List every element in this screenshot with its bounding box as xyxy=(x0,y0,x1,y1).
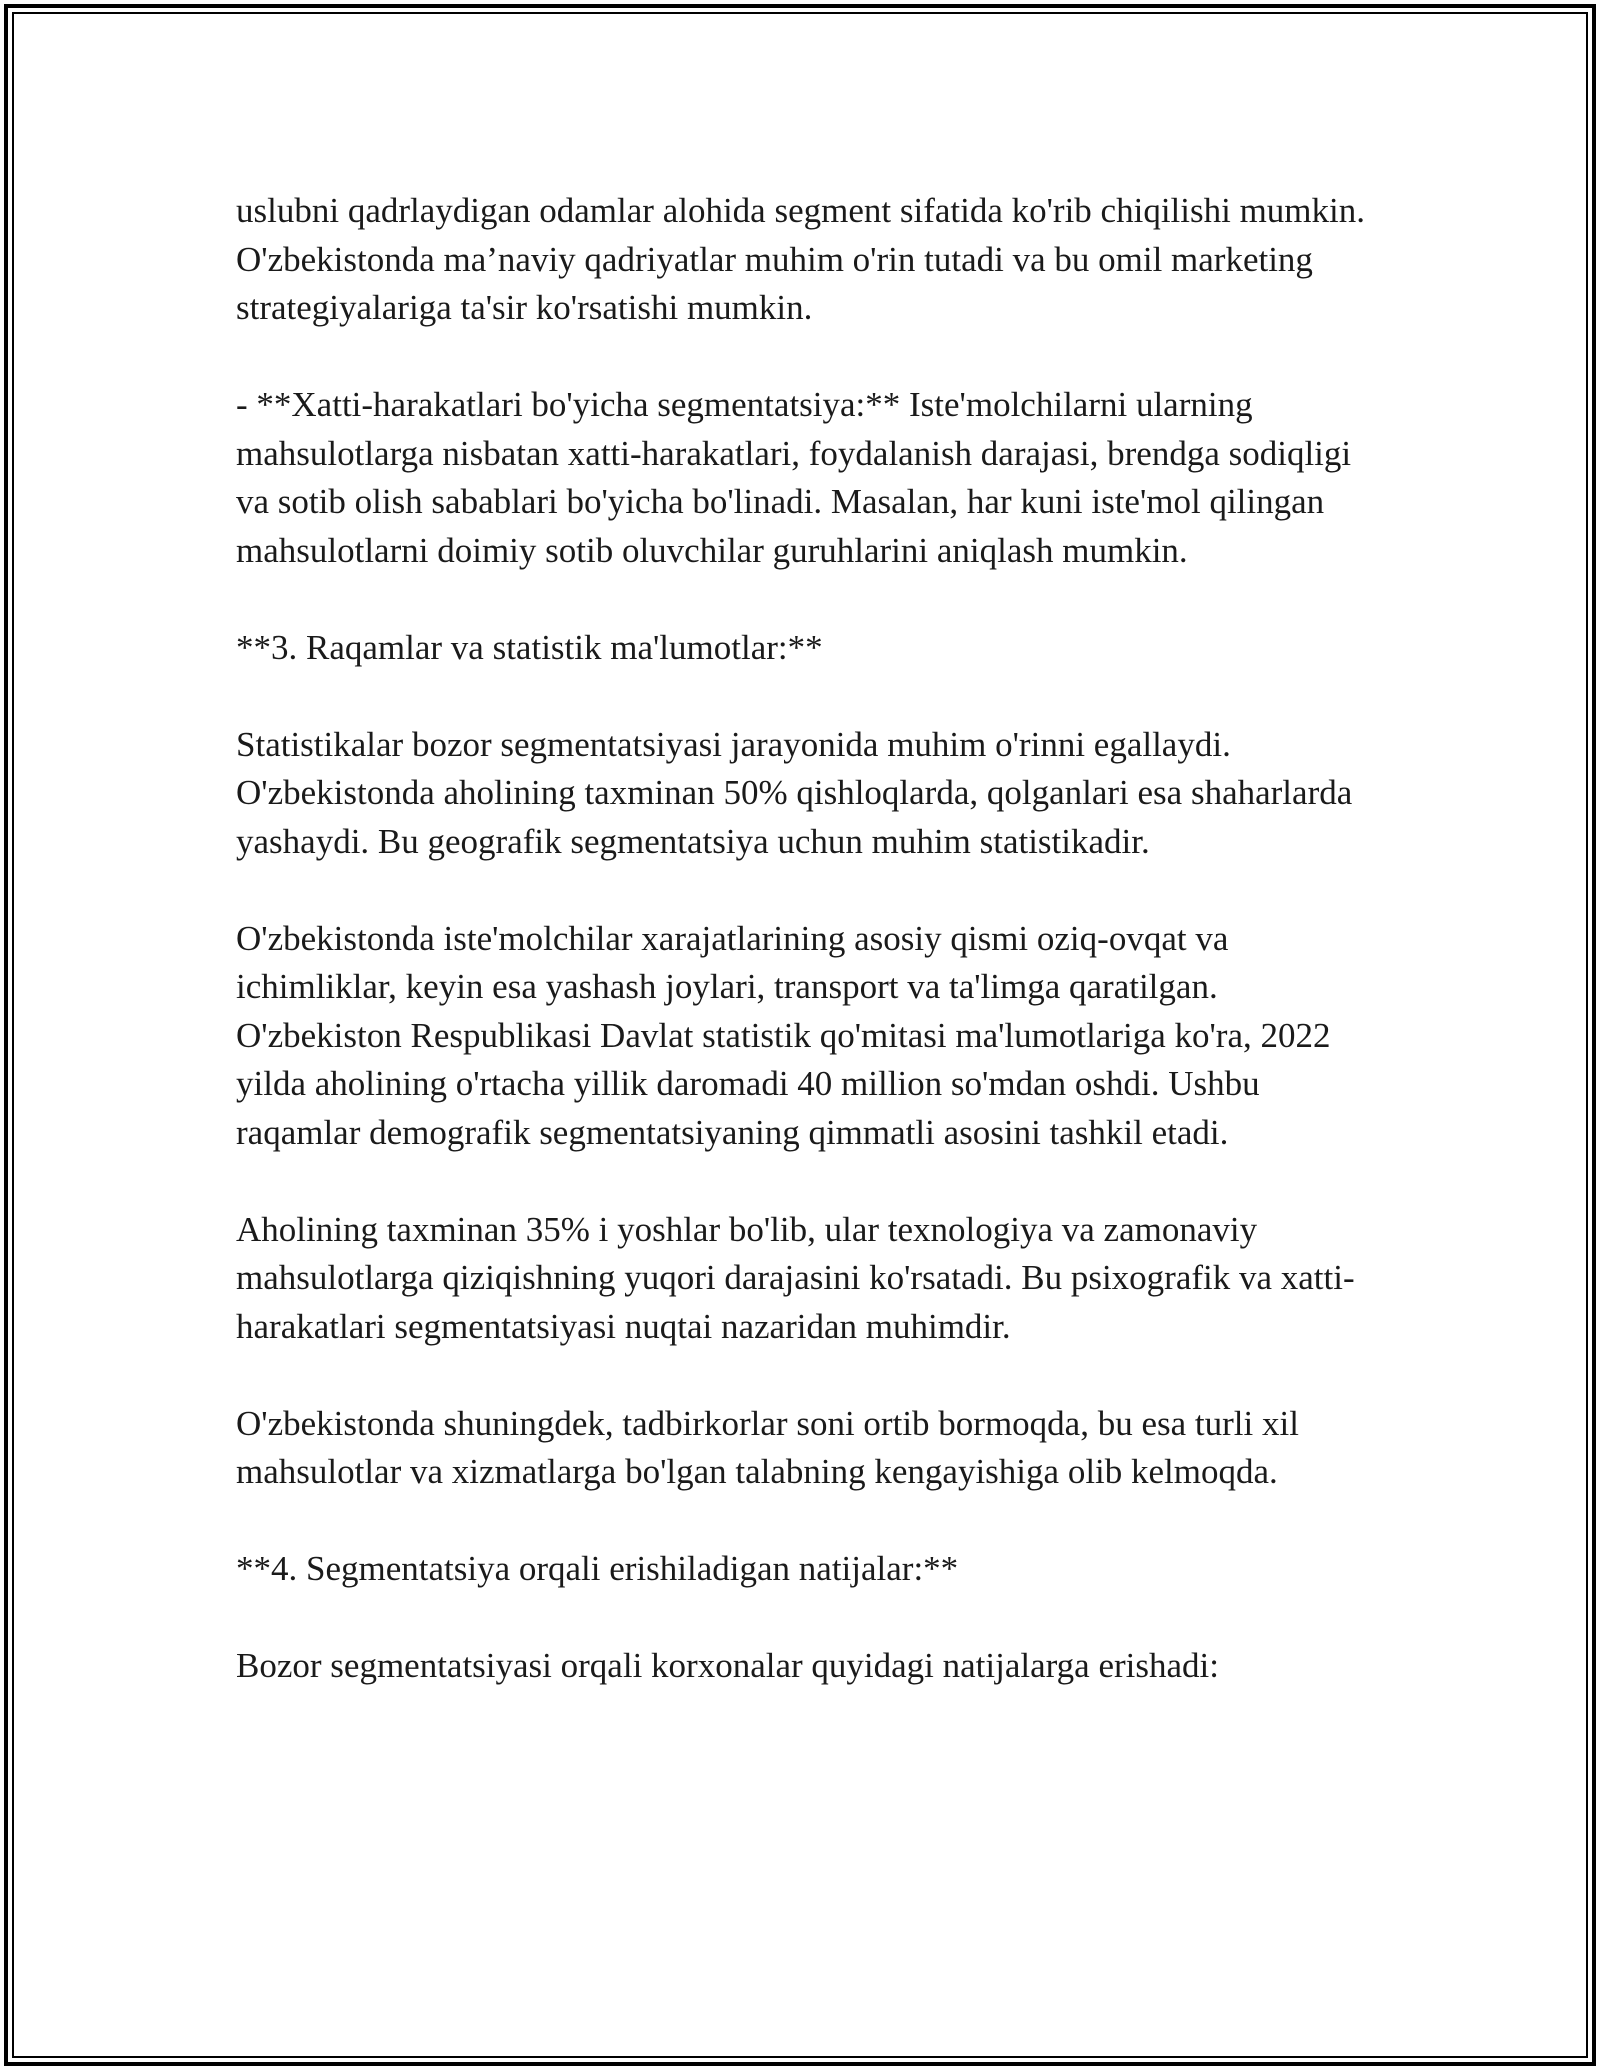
section-heading-statistics: **3. Raqamlar va statistik ma'lumotlar:** xyxy=(236,627,823,667)
paragraph-psychographic-continuation: uslubni qadrlaydigan odamlar alohida segment sifatida ko'rib chiqilishi mumkin. O'zbekistonda ma’naviy qadriyatlar muhim o'rin tutadi va bu omil marketing strategiyalariga ta'sir ko'rsatishi mumkin. xyxy=(236,191,1366,327)
paragraph-entrepreneurs: O'zbekistonda shuningdek, tadbirkorlar soni ortib bormoqda, bu esa turli xil mahsulotlar va xizmatlarga bo'lgan talabning kengayishiga olib kelmoqda. xyxy=(236,1403,1299,1491)
section-heading-results: **4. Segmentatsiya orqali erishiladigan natijalar:** xyxy=(236,1549,959,1588)
paragraph-behavioral-segmentation: - **Xatti-harakatlari bo'yicha segmentatsiya:** Iste'molchilarni ularning mahsulotlarga nisbatan xatti-harakatlari, foydalanish darajasi, brendga sodiqligi va sotib olish sabablari bo'yicha bo'linadi. Masalan, har kuni iste'mol qilingan mahsulotlarni doimiy sotib oluvchilar guruhlarini aniqlash mumkin. xyxy=(236,385,1352,570)
paragraph-youth-share: Aholining taxminan 35% i yoshlar bo'lib, ular texnologiya va zamonaviy mahsulotlarga qiziqishning yuqori darajasini ko'rsatadi. Bu psixografik va xatti-harakatlari segmentatsiyasi nuqtai nazaridan muhimdir. xyxy=(236,1209,1355,1346)
paragraph-consumer-spending: O'zbekistonda iste'molchilar xarajatlarining asosiy qismi oziq-ovqat va ichimliklar, keyin esa yashash joylari, transport va ta'limga qaratilgan. O'zbekiston Respublikasi Davlat statistik qo'mitasi ma'lumotlariga ko'ra, 2022 yilda aholining o'rtacha yillik daromadi 40 million so'mdan oshdi. Ushbu raqamlar demografik segmentatsiyaning qimmatli asosini tashkil etadi. xyxy=(236,918,1331,1152)
paragraph-results-intro: Bozor segmentatsiyasi orqali korxonalar quyidagi natijalarga erishadi: xyxy=(236,1646,1219,1685)
document-body xyxy=(236,187,1376,1691)
paragraph-statistics-intro: Statistikalar bozor segmentatsiyasi jarayonida muhim o'rinni egallaydi. O'zbekistonda aholining taxminan 50% qishloqlarda, qolganlari esa shaharlarda yashaydi. Bu geografik segmentatsiya uchun muhim statistikadir. xyxy=(236,724,1353,861)
